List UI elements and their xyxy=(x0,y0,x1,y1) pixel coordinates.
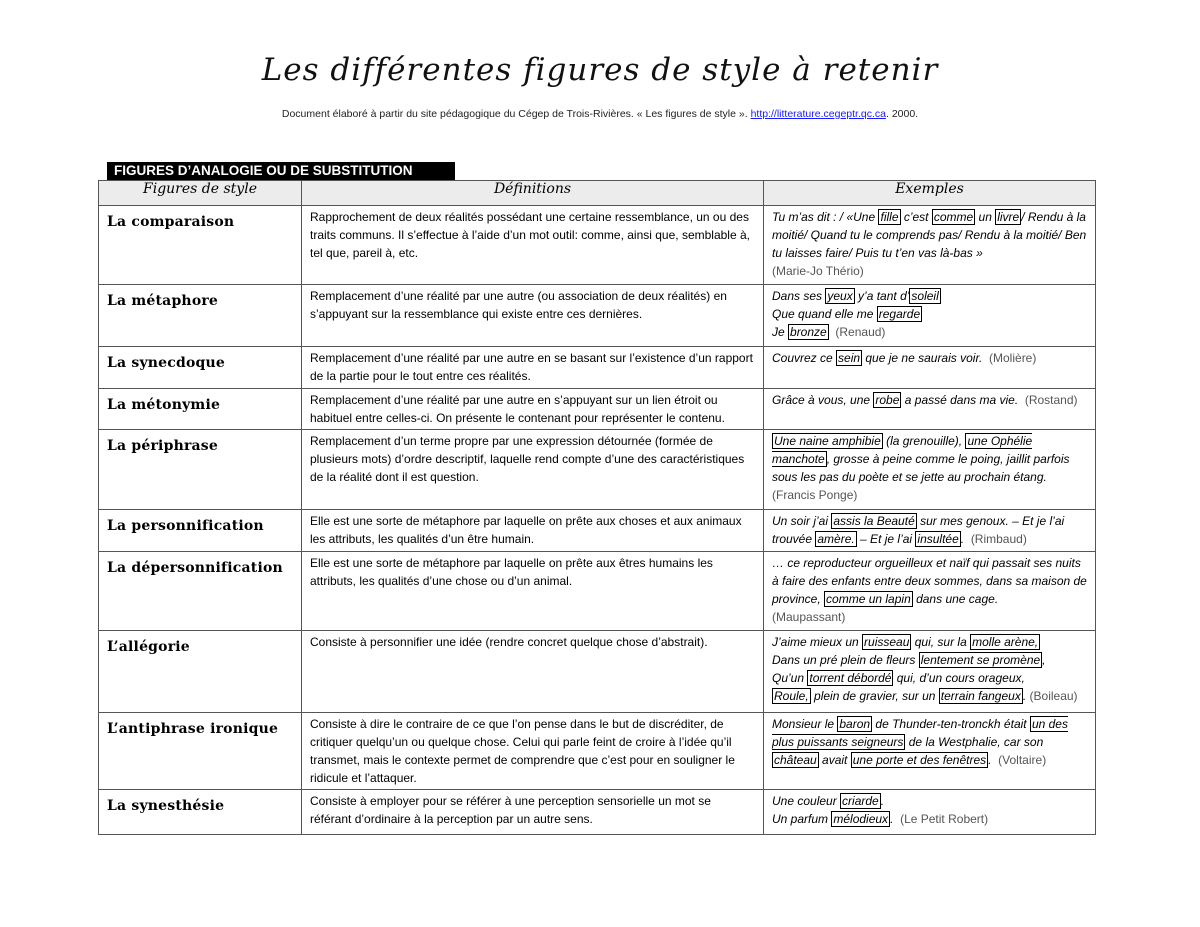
table-row xyxy=(99,713,1096,790)
table-row xyxy=(99,510,1096,552)
definition-cell: Elle est une sorte de métaphore par laquelle on prête aux êtres humains les attributs, les qualités d’une chose ou d’un animal. xyxy=(302,552,764,631)
section-heading: FIGURES D’ANALOGIE OU DE SUBSTITUTION xyxy=(107,162,455,180)
example-text: Qu’un xyxy=(772,671,808,685)
boxed-word: terrain fangeux xyxy=(940,689,1021,703)
term-cell: La métonymie xyxy=(99,389,302,430)
definition-cell: Remplacement d’un terme propre par une expression détournée (formée de plusieurs mots) d’ordre descriptif, laquelle rend compte d’une des caractéristiques de la réalité dont il est question. xyxy=(302,430,764,510)
definition-cell: Remplacement d’une réalité par une autre en s’appuyant sur un lien étroit ou habituel entre celles-ci. On présente le contenant pour représenter le contenu. xyxy=(302,389,764,430)
example-text: Dans ses xyxy=(772,289,826,303)
boxed-word: Roule, xyxy=(774,689,809,703)
boxed-word: assis la Beauté xyxy=(833,514,915,528)
boxed-word: amère. xyxy=(817,532,855,546)
example-source: (Marie-Jo Thério) xyxy=(772,264,864,278)
example-text: dans une cage. xyxy=(912,592,999,606)
boxed-word: un des plus puissants seigneurs xyxy=(772,717,1068,749)
example-cell xyxy=(764,631,1096,713)
table-row xyxy=(99,347,1096,389)
example-text: Grâce à vous, une xyxy=(772,393,874,407)
table-row xyxy=(99,430,1096,510)
definition-cell: Rapprochement de deux réalités possédant une certaine ressemblance, un ou des traits communs. Il s’effectue à l’aide d’un mot outil: comme, ainsi que, semblable à, tel que, pareil à, etc. xyxy=(302,206,764,285)
boxed-word: baron xyxy=(839,717,871,731)
boxed-word: mélodieux xyxy=(833,812,889,826)
example-text: Dans un pré plein de fleurs xyxy=(772,653,919,667)
example-text: / Rendu à la moitié/ Quand tu le comprends pas/ Rendu à la moitié/ Ben tu laisses faire/ Puis tu t’en vas là-bas » xyxy=(772,210,1087,260)
boxed-word: soleil xyxy=(911,289,939,303)
example-text: c’est xyxy=(900,210,932,224)
definition-cell: Consiste à personnifier une idée (rendre concret quelque chose d’abstrait). xyxy=(302,631,764,713)
table-row xyxy=(99,206,1096,285)
table-row xyxy=(99,631,1096,713)
example-text: . xyxy=(960,532,965,546)
example-cell xyxy=(764,430,1096,510)
example-cell xyxy=(764,285,1096,347)
boxed-word: molle arène, xyxy=(972,635,1039,649)
example-text: qui, sur la xyxy=(911,635,971,649)
example-text: Je xyxy=(772,325,789,339)
table-row xyxy=(99,790,1096,835)
example-text: , xyxy=(1042,653,1046,667)
example-text: y’a tant d’ xyxy=(854,289,910,303)
example-text: (la grenouille), xyxy=(882,434,966,448)
boxed-word: livre xyxy=(997,210,1020,224)
source-note-prefix: Document élaboré à partir du site pédagogique du Cégep de Trois-Rivières. « Les figures de style ». xyxy=(281,108,751,120)
definition-cell: Elle est une sorte de métaphore par laquelle on prête aux choses et aux animaux les attributs, les qualités d’un être humain. xyxy=(302,510,764,552)
example-text: Un soir j’ai xyxy=(772,514,832,528)
figures-table xyxy=(98,180,1096,835)
table-row xyxy=(99,285,1096,347)
example-source: (Boileau) xyxy=(1029,689,1078,703)
example-source: (Molière) xyxy=(989,351,1037,365)
source-link[interactable]: http://litterature.cegeptr.qc.ca xyxy=(750,108,886,120)
term-cell: La synecdoque xyxy=(99,347,302,389)
example-cell xyxy=(764,552,1096,631)
boxed-word: robe xyxy=(875,393,900,407)
boxed-word: regarde xyxy=(878,307,921,321)
boxed-word: insultée xyxy=(917,532,959,546)
header-figure: Figures de style xyxy=(99,181,302,206)
table-row xyxy=(99,389,1096,430)
term-cell: La synesthésie xyxy=(99,790,302,835)
boxed-word: une porte et des fenêtres xyxy=(852,753,987,767)
definition-cell: Remplacement d’une réalité par une autre en se basant sur l’existence d’un rapport de la partie pour le tout entre ces réalités. xyxy=(302,347,764,389)
example-text: . xyxy=(890,812,894,826)
example-text: Monsieur le xyxy=(772,717,838,731)
page-title: Les différentes figures de style à retenir xyxy=(261,52,939,88)
example-cell xyxy=(764,206,1096,285)
example-source: (Rimbaud) xyxy=(970,532,1027,546)
example-text: avait xyxy=(818,753,851,767)
example-cell xyxy=(764,510,1096,552)
header-example: Exemples xyxy=(764,181,1096,206)
boxed-word: Une naine amphibie xyxy=(774,434,881,448)
example-text: Un parfum xyxy=(772,812,832,826)
table-header-row xyxy=(99,181,1096,206)
example-text: . xyxy=(1022,689,1027,703)
definition-cell: Remplacement d’une réalité par une autre (ou association de deux réalités) en s’appuyant sur la ressemblance qui existe entre ces dernières. xyxy=(302,285,764,347)
boxed-word: comme un lapin xyxy=(826,592,911,606)
example-text: , grosse à peine comme le poing, jaillit parfois sous les pas du poète et se jette au prochain étang. xyxy=(772,452,1070,484)
boxed-word: lentement se promène xyxy=(920,653,1041,667)
boxed-word: une Ophélie manchote xyxy=(772,434,1033,466)
example-text: que je ne saurais voir. xyxy=(862,351,983,365)
example-source: (Voltaire) xyxy=(998,753,1047,767)
example-text: a passé dans ma vie. xyxy=(901,393,1019,407)
term-cell: La métaphore xyxy=(99,285,302,347)
example-cell xyxy=(764,790,1096,835)
example-text: de la Westphalie, car son xyxy=(905,735,1044,749)
boxed-word: bronze xyxy=(790,325,827,339)
boxed-word: yeux xyxy=(827,289,853,303)
example-text: . xyxy=(988,753,992,767)
example-text: plein de gravier, sur un xyxy=(810,689,939,703)
example-source: (Rostand) xyxy=(1024,393,1078,407)
boxed-word: sein xyxy=(838,351,861,365)
example-source: (Renaud) xyxy=(835,325,886,339)
boxed-word: ruisseau xyxy=(864,635,910,649)
example-source: (Maupassant) xyxy=(772,610,846,624)
term-cell: La personnification xyxy=(99,510,302,552)
example-text: . xyxy=(880,794,885,808)
definition-cell: Consiste à dire le contraire de ce que l’on pense dans le but de discréditer, de critiquer quelqu’un ou quelque chose. Celui qui parle feint de croire à l’idée qu’il transmet, mais le contexte permet de comprendre que c’est pour en souligner le ridicule et l’attaquer. xyxy=(302,713,764,790)
source-note-suffix: . 2000. xyxy=(885,108,919,120)
source-note xyxy=(0,108,1200,120)
example-text: qui, d’un cours orageux, xyxy=(893,671,1025,685)
header-definition: Définitions xyxy=(302,181,764,206)
boxed-word: fille xyxy=(880,210,899,224)
term-cell: L’antiphrase ironique xyxy=(99,713,302,790)
term-cell: L’allégorie xyxy=(99,631,302,713)
term-cell: La dépersonnification xyxy=(99,552,302,631)
example-text: Tu m’as dit : / «Une xyxy=(772,210,879,224)
example-cell xyxy=(764,713,1096,790)
example-text: Que quand elle me xyxy=(772,307,877,321)
example-source: (Francis Ponge) xyxy=(772,488,858,502)
example-text: de Thunder-ten-tronckh était xyxy=(872,717,1030,731)
example-text: Couvrez ce xyxy=(772,351,837,365)
example-text: … ce reproducteur orgueilleux et naïf qui passait ses nuits à faire des enfants entre deux sommes, dans sa maison de province, xyxy=(772,556,1087,606)
example-text: – Et je l’ai xyxy=(856,532,916,546)
example-text: un xyxy=(975,210,996,224)
boxed-word: torrent débordé xyxy=(809,671,892,685)
example-cell xyxy=(764,389,1096,430)
example-text: Une couleur xyxy=(772,794,841,808)
boxed-word: château xyxy=(774,753,817,767)
boxed-word: criarde xyxy=(842,794,879,808)
definition-cell: Consiste à employer pour se référer à une perception sensorielle un mot se référant d’ordinaire à la perception par un autre sens. xyxy=(302,790,764,835)
example-cell xyxy=(764,347,1096,389)
table-row xyxy=(99,552,1096,631)
boxed-word: comme xyxy=(933,210,974,224)
term-cell: La périphrase xyxy=(99,430,302,510)
example-text: sur mes genoux. – Et je l’ai trouvée xyxy=(772,514,1065,546)
example-source: (Le Petit Robert) xyxy=(900,812,989,826)
term-cell: La comparaison xyxy=(99,206,302,285)
example-text: J’aime mieux un xyxy=(772,635,863,649)
